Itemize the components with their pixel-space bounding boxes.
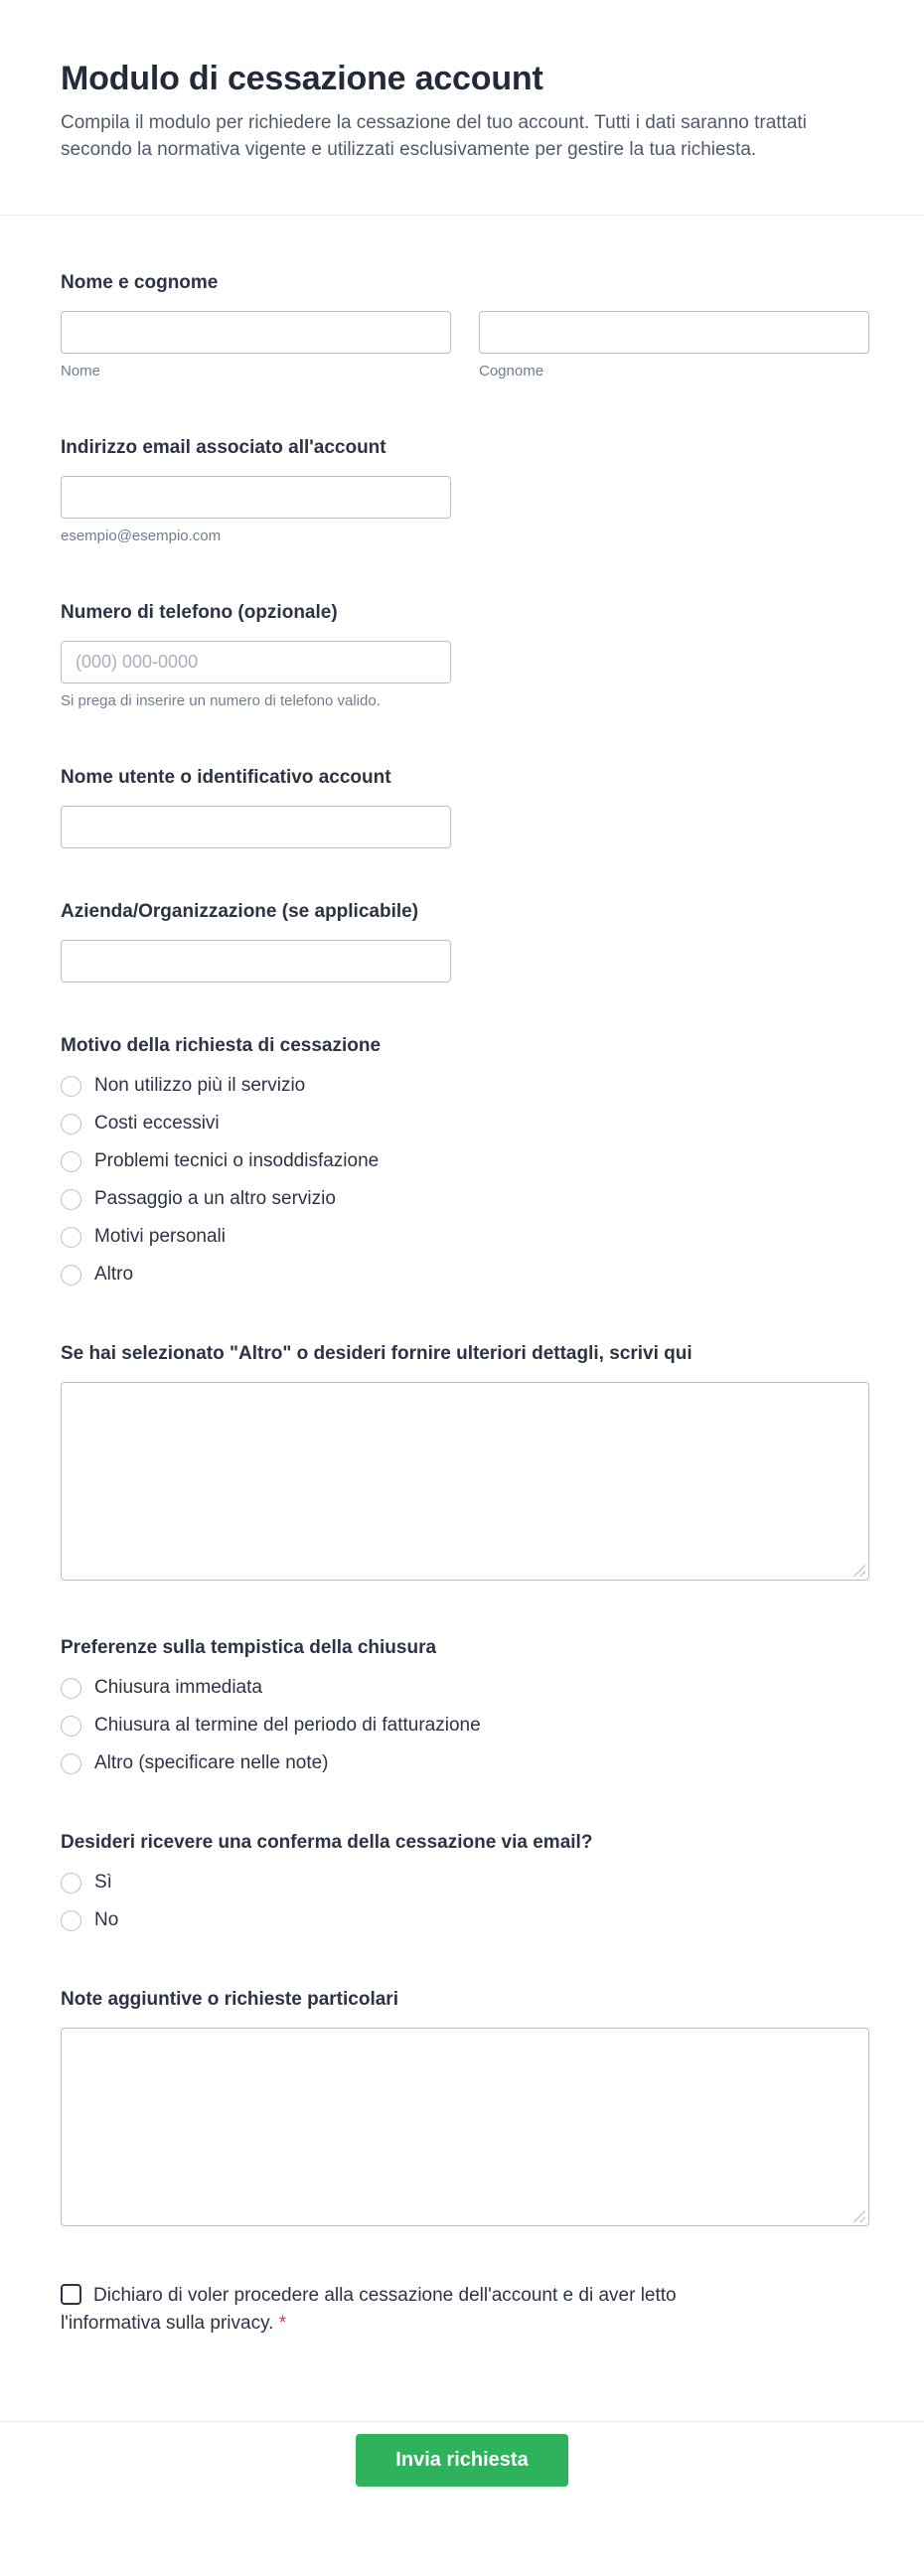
consent-label: Dichiaro di voler procedere alla cessazione dell'account e di aver letto l'informativa sulla privacy.: [61, 2285, 677, 2334]
reason-option-1[interactable]: Costi eccessivi: [61, 1112, 869, 1136]
field-phone: [61, 601, 869, 710]
field-fullname: [61, 271, 869, 380]
last-name-col: [479, 311, 869, 380]
username-label: Nome utente o identificativo account: [61, 767, 391, 788]
notes-textarea-wrap: [61, 2028, 869, 2226]
email-label: Indirizzo email associato all'account: [61, 437, 386, 458]
first-name-col: [61, 311, 451, 380]
reason-option-4[interactable]: Motivi personali: [61, 1225, 869, 1249]
radio-icon[interactable]: [61, 1151, 81, 1172]
radio-icon[interactable]: [61, 1753, 81, 1774]
reason-option-2[interactable]: Problemi tecnici o insoddisfazione: [61, 1149, 869, 1173]
form-description: Compila il modulo per richiedere la cessazione del tuo account. Tutti i dati saranno trattati secondo la normativa vigente e utilizzati esclusivamente per gestire la tua richiesta.: [61, 112, 807, 160]
radio-icon[interactable]: [61, 1189, 81, 1210]
email-sublabel: esempio@esempio.com: [61, 528, 222, 544]
phone-input[interactable]: [61, 641, 451, 683]
submit-button[interactable]: Invia richiesta: [356, 2434, 567, 2487]
last-name-input[interactable]: [479, 311, 869, 354]
last-name-sublabel: Cognome: [479, 363, 544, 379]
field-notes: [61, 1988, 869, 2226]
field-timing: [61, 1636, 869, 1775]
radio-icon[interactable]: [61, 1910, 81, 1931]
timing-option-1[interactable]: Chiusura al termine del periodo di fatturazione: [61, 1714, 869, 1738]
submit-row: [0, 2434, 924, 2541]
field-company: [61, 900, 869, 983]
field-email: [61, 436, 869, 545]
radio-icon[interactable]: [61, 1227, 81, 1248]
timing-option-0[interactable]: Chiusura immediata: [61, 1676, 869, 1700]
timing-label: Preferenze sulla tempistica della chiusura: [61, 1637, 437, 1658]
confirmation-option-0[interactable]: Sì: [61, 1871, 869, 1894]
consent-checkbox[interactable]: [61, 2284, 81, 2305]
form-header: [0, 58, 924, 163]
confirmation-options: [61, 1871, 869, 1932]
reason-options: [61, 1074, 869, 1287]
first-name-sublabel: Nome: [61, 363, 101, 379]
reason-label: Motivo della richiesta di cessazione: [61, 1035, 382, 1056]
field-reason: [61, 1034, 869, 1287]
first-name-input[interactable]: [61, 311, 451, 354]
details-label: Se hai selezionato "Altro" o desideri fornire ulteriori dettagli, scrivi qui: [61, 1343, 693, 1364]
fullname-inputs: [61, 311, 869, 380]
confirmation-option-1[interactable]: No: [61, 1908, 869, 1932]
page-title: Modulo di cessazione account: [61, 60, 543, 97]
timing-option-2[interactable]: Altro (specificare nelle note): [61, 1751, 869, 1775]
notes-textarea[interactable]: [61, 2028, 869, 2226]
username-input[interactable]: [61, 806, 451, 848]
radio-icon[interactable]: [61, 1114, 81, 1135]
form-body: [0, 216, 924, 2338]
fullname-label: Nome e cognome: [61, 272, 219, 293]
field-details: [61, 1342, 869, 1581]
company-input[interactable]: [61, 940, 451, 983]
phone-sublabel: Si prega di inserire un numero di telefono valido.: [61, 692, 381, 709]
radio-icon[interactable]: [61, 1873, 81, 1894]
reason-option-0[interactable]: Non utilizzo più il servizio: [61, 1074, 869, 1098]
footer-divider: [0, 2421, 924, 2422]
details-textarea-wrap: [61, 1382, 869, 1581]
radio-icon[interactable]: [61, 1716, 81, 1737]
required-asterisk: *: [278, 2313, 287, 2334]
radio-icon[interactable]: [61, 1265, 81, 1286]
email-input[interactable]: [61, 476, 451, 519]
details-textarea[interactable]: [61, 1382, 869, 1581]
confirmation-label: Desideri ricevere una conferma della cessazione via email?: [61, 1832, 593, 1853]
reason-option-5[interactable]: Altro: [61, 1263, 869, 1287]
company-label: Azienda/Organizzazione (se applicabile): [61, 901, 419, 922]
reason-option-3[interactable]: Passaggio a un altro servizio: [61, 1187, 869, 1211]
radio-icon[interactable]: [61, 1678, 81, 1699]
radio-icon[interactable]: [61, 1076, 81, 1097]
field-confirmation: [61, 1831, 869, 1932]
notes-label: Note aggiuntive o richieste particolari: [61, 1989, 398, 2010]
phone-label: Numero di telefono (opzionale): [61, 602, 338, 623]
field-consent[interactable]: [61, 2282, 762, 2338]
field-username: [61, 766, 869, 848]
timing-options: [61, 1676, 869, 1775]
